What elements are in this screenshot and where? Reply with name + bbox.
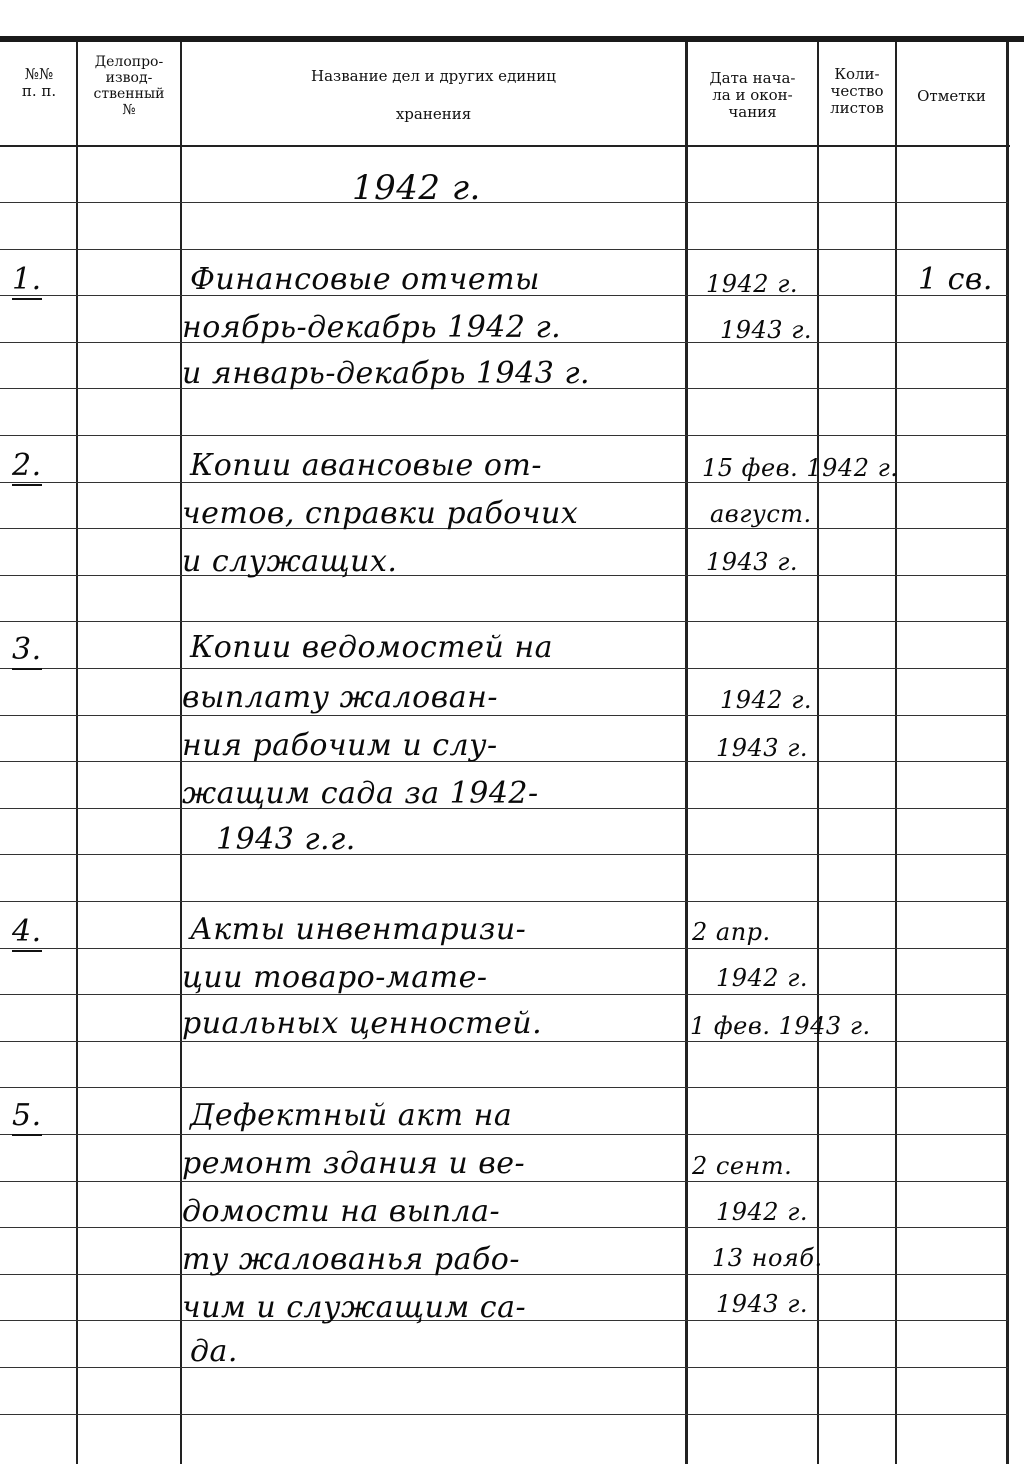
- ruled-line: [0, 715, 1008, 716]
- entry-date: 1942 г.: [706, 270, 798, 298]
- ruled-line: [0, 1227, 1008, 1228]
- entry-date: 1942 г.: [716, 1198, 808, 1226]
- entry-number: 3.: [12, 632, 42, 670]
- column-divider: [895, 42, 897, 1464]
- entry-date: 1943 г.: [706, 548, 798, 576]
- ruled-line: [0, 1134, 1008, 1135]
- entry-date: август.: [710, 500, 812, 528]
- header-col-title-bottom: хранения: [395, 105, 472, 123]
- entry-date: 1942 г.: [720, 686, 812, 714]
- ruled-line: [0, 1367, 1008, 1368]
- entry-title-line: выплату жалован-: [182, 680, 498, 715]
- form-top-border: [0, 36, 1024, 42]
- header-separator: [0, 145, 1010, 147]
- entry-title-line: жащим сада за 1942-: [182, 776, 539, 811]
- entry-title-line: ремонт здания и ве-: [182, 1146, 526, 1181]
- ruled-line: [0, 435, 1008, 436]
- ruled-line: [0, 948, 1008, 949]
- entry-title-line: Копии ведомостей на: [190, 630, 554, 665]
- entry-date: 13 нояб.: [712, 1244, 823, 1272]
- ruled-line: [0, 901, 1008, 902]
- ruled-line: [0, 202, 1008, 203]
- entry-title-line: и служащих.: [182, 544, 398, 579]
- header-col-office-number: Делопро- извод- ственный №: [93, 54, 165, 118]
- entry-title-line: ноябрь-декабрь 1942 г.: [182, 310, 562, 345]
- entry-number: 2.: [12, 448, 42, 486]
- entry-note: 1 св.: [918, 262, 993, 297]
- entry-title-line: ния рабочим и слу-: [182, 728, 498, 763]
- header-col-title-top: Название дел и других единиц: [311, 67, 556, 85]
- entry-number: 5.: [12, 1098, 42, 1136]
- entry-date: 1943 г.: [720, 316, 812, 344]
- ruled-line: [0, 1041, 1008, 1042]
- ruled-line: [0, 668, 1008, 669]
- entry-date: 1943 г.: [716, 1290, 808, 1318]
- entry-title-line: ту жалованья рабо-: [182, 1242, 520, 1277]
- year-heading: 1942 г.: [352, 168, 481, 208]
- entry-title-line: 1943 г.г.: [216, 822, 356, 857]
- entry-title-line: Финансовые отчеты: [190, 262, 540, 297]
- ruled-line: [0, 621, 1008, 622]
- header-col-sheets: Коли- чество листов: [830, 65, 884, 117]
- entry-title-line: риальных ценностей.: [182, 1006, 543, 1041]
- entry-date: 2 сент.: [692, 1152, 793, 1180]
- entry-number: 4.: [12, 914, 42, 952]
- entry-date: 15 фев. 1942 г.: [702, 454, 899, 482]
- ruled-line: [0, 1087, 1008, 1088]
- entry-title-line: Копии авансовые от-: [190, 448, 542, 483]
- header-col-notes: Отметки: [917, 87, 986, 105]
- ruled-line: [0, 1414, 1008, 1415]
- ruled-line: [0, 1181, 1008, 1182]
- column-divider: [1006, 42, 1009, 1464]
- entry-date: 2 апр.: [692, 918, 771, 946]
- header-col-dates: Дата нача- ла и окон- чания: [709, 69, 796, 121]
- entry-number: 1.: [12, 262, 42, 300]
- entry-date: 1942 г.: [716, 964, 808, 992]
- entry-title-line: четов, справки рабочих: [182, 496, 579, 531]
- entry-title-line: домости на выпла-: [182, 1194, 501, 1229]
- ruled-line: [0, 761, 1008, 762]
- ruled-line: [0, 575, 1008, 576]
- ruled-line: [0, 854, 1008, 855]
- entry-title-line: да.: [190, 1334, 238, 1369]
- entry-title-line: ции товаро-мате-: [182, 960, 488, 995]
- column-divider: [76, 42, 78, 1464]
- entry-title-line: чим и служащим са-: [182, 1290, 527, 1325]
- entry-date: 1943 г.: [716, 734, 808, 762]
- entry-title-line: Дефектный акт на: [190, 1098, 513, 1133]
- entry-title-line: и январь-декабрь 1943 г.: [182, 356, 591, 391]
- entry-title-line: Акты инвентаризи-: [190, 912, 527, 947]
- header-col-number: №№ п. п.: [21, 65, 57, 100]
- ruled-line: [0, 994, 1008, 995]
- entry-date: 1 фев. 1943 г.: [690, 1012, 871, 1040]
- column-divider: [685, 42, 688, 1464]
- ruled-line: [0, 249, 1008, 250]
